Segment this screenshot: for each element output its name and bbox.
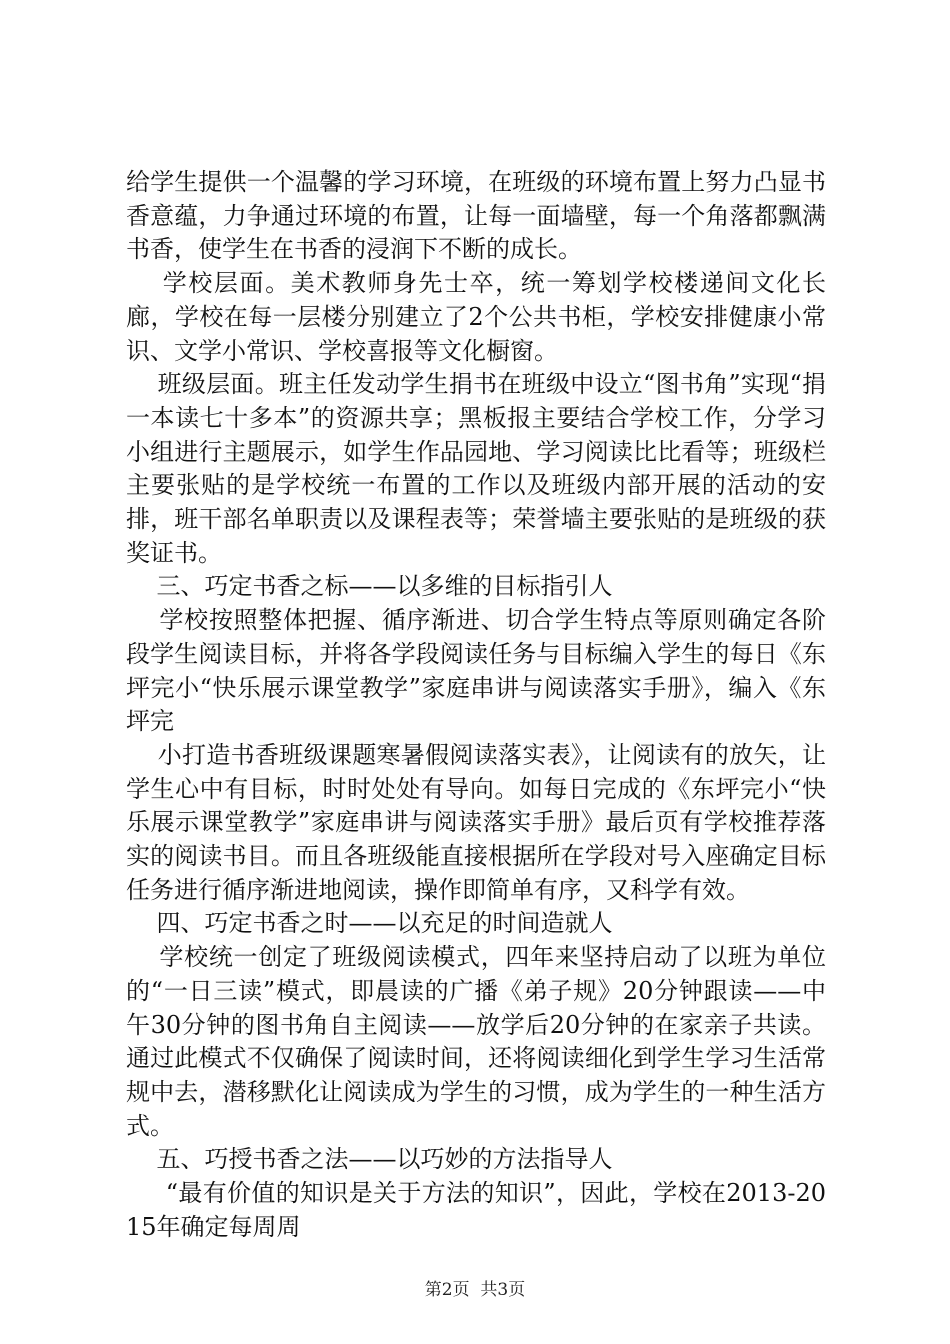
paragraph-class-level: 班级层面。班主任发动学生捐书在班级中设立“图书角”实现“捐一本读七十多本”的资源共享；黑板报主要结合学校工作，分学习小组进行主题展示，如学生作品园地、学习阅读比比看等；班级栏主要张贴的是学校统一布置的工作以及班级内部开展的活动的安排，班干部名单职责以及课程表等；荣誉墙主要张贴的是班级的获奖证书。 [126, 370, 827, 567]
body-text [126, 166, 826, 1245]
paragraph-goals: 学校按照整体把握、循序渐进、切合学生特点等原则确定各阶段学生阅读目标，并将各学段阅读任务与目标编入学生的每日《东坪完小“快乐展示课堂教学”家庭串讲与阅读落实手册》，编入《东坪完 [126, 606, 827, 736]
paragraph-method: “最有价值的知识是关于方法的知识”，因此，学校在2013-2015年确定每周周 [126, 1179, 826, 1241]
page-footer: 第2页 共3页 [424, 1280, 526, 1300]
section-heading-5: 五、巧授书香之法——以巧妙的方法指导人 [126, 1145, 613, 1174]
paragraph-goals-continued: 小打造书香班级课题寒暑假阅读落实表》，让阅读有的放矢，让学生心中有目标，时时处处有导向。如每日完成的《东坪完小“快乐展示课堂教学”家庭串讲与阅读落实手册》最后页有学校推荐落实的阅读书目。而且各班级能直接根据所在学段对号入座确定目标任务进行循序渐进地阅读，操作即简单有序，又科学有效。 [126, 740, 827, 904]
paragraph-time: 学校统一创定了班级阅读模式，四年来坚持启动了以班为单位的“一日三读”模式，即晨读的广播《弟子规》20分钟跟读——中午30分钟的图书角自主阅读——放学后20分钟的在家亲子共读。通过此模式不仅确保了阅读时间，还将阅读细化到学生学习生活常规中去，潜移默化让阅读成为学生的习惯，成为学生的一种生活方式。 [126, 943, 827, 1140]
section-heading-3: 三、巧定书香之标——以多维的目标指引人 [126, 572, 613, 601]
paragraph-school-level: 学校层面。美术教师身先士卒，统一筹划学校楼递间文化长廊，学校在每一层楼分别建立了2个公共书柜，学校安排健康小常识、文学小常识、学校喜报等文化橱窗。 [126, 269, 827, 365]
paragraph-intro: 给学生提供一个温馨的学习环境，在班级的环境布置上努力凸显书香意蕴，力争通过环境的布置，让每一面墙壁，每一个角落都飘满书香，使学生在书香的浸润下不断的成长。 [126, 168, 826, 264]
section-heading-4: 四、巧定书香之时——以充足的时间造就人 [126, 909, 613, 938]
